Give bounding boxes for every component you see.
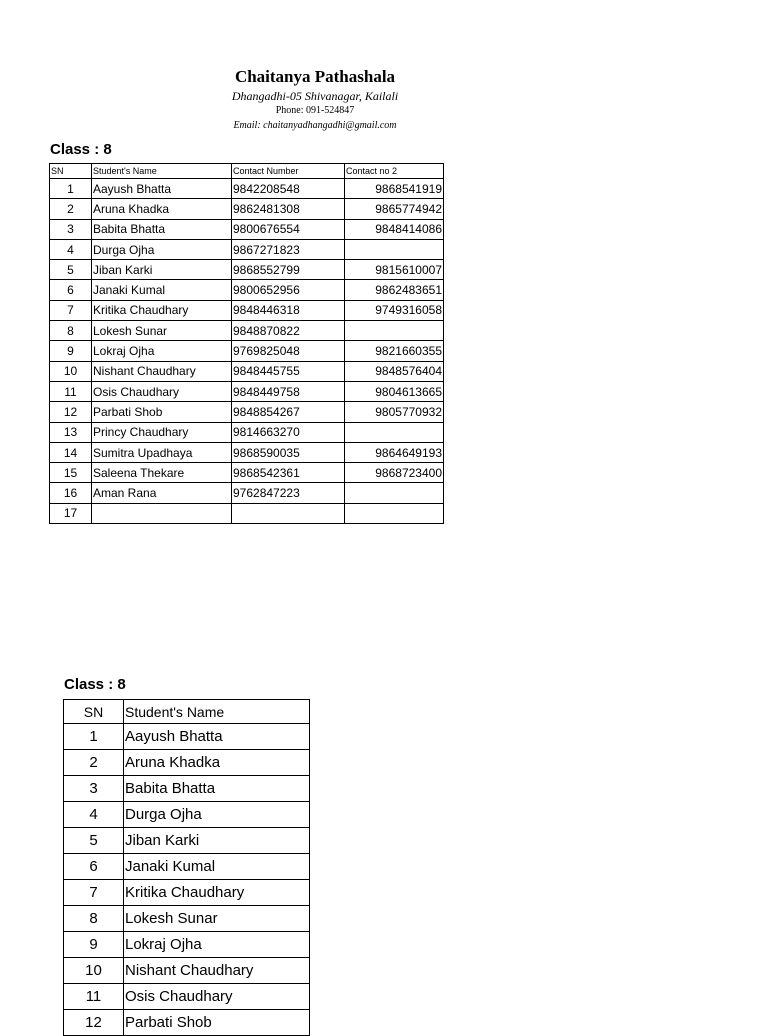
cell-contact-number: 9848449758 <box>232 381 345 401</box>
cell-contact-no-2 <box>345 239 444 259</box>
table-row <box>64 750 310 776</box>
cell-contact-number: 9848870822 <box>232 321 345 341</box>
cell-sn: 4 <box>64 802 124 828</box>
cell-sn: 12 <box>50 402 92 422</box>
table-row <box>50 361 444 381</box>
table-row <box>50 483 444 503</box>
cell-contact-no-2: 9868723400 <box>345 463 444 483</box>
cell-sn: 6 <box>64 854 124 880</box>
cell-sn: 14 <box>50 442 92 462</box>
cell-student-name: Saleena Thekare <box>92 463 232 483</box>
cell-sn: 9 <box>50 341 92 361</box>
cell-contact-no-2: 9868541919 <box>345 179 444 199</box>
cell-contact-no-2: 9805770932 <box>345 402 444 422</box>
cell-sn: 3 <box>50 219 92 239</box>
cell-student-name: Lokraj Ojha <box>124 932 310 958</box>
cell-sn: 8 <box>64 906 124 932</box>
cell-contact-number: 9862481308 <box>232 199 345 219</box>
cell-contact-number <box>232 503 345 523</box>
cell-contact-number: 9868552799 <box>232 260 345 280</box>
cell-sn: 11 <box>64 984 124 1010</box>
cell-student-name: Parbati Shob <box>92 402 232 422</box>
cell-contact-no-2: 9848576404 <box>345 361 444 381</box>
cell-student-name: Jiban Karki <box>92 260 232 280</box>
name-table-body <box>64 724 310 1036</box>
cell-student-name: Lokesh Sunar <box>92 321 232 341</box>
cell-sn: 9 <box>64 932 124 958</box>
table-row <box>50 321 444 341</box>
table-row <box>50 260 444 280</box>
name-table <box>63 699 310 1036</box>
table-row <box>50 199 444 219</box>
table-row <box>64 932 310 958</box>
cell-sn: 4 <box>50 239 92 259</box>
cell-contact-number: 9848854267 <box>232 402 345 422</box>
table-row <box>50 402 444 422</box>
cell-student-name: Aruna Khadka <box>92 199 232 219</box>
cell-sn: 17 <box>50 503 92 523</box>
cell-student-name: Lokraj Ojha <box>92 341 232 361</box>
cell-contact-number: 9800676554 <box>232 219 345 239</box>
cell-sn: 5 <box>64 828 124 854</box>
cell-student-name: Jiban Karki <box>124 828 310 854</box>
contact-table-header-row <box>50 164 444 179</box>
table-row <box>50 300 444 320</box>
cell-contact-number: 9867271823 <box>232 239 345 259</box>
school-phone: Phone: 091-524847 <box>275 105 355 116</box>
cell-student-name: Durga Ojha <box>124 802 310 828</box>
cell-student-name: Aman Rana <box>92 483 232 503</box>
table-row <box>64 906 310 932</box>
cell-sn: 6 <box>50 280 92 300</box>
column-header-contact-no-2: Contact no 2 <box>345 164 444 179</box>
cell-contact-no-2: 9749316058 <box>345 300 444 320</box>
school-email: Email: chaitanyadhangadhi@gmail.com <box>233 120 397 131</box>
table-row <box>64 776 310 802</box>
cell-sn: 3 <box>64 776 124 802</box>
table-row <box>64 828 310 854</box>
cell-sn: 2 <box>50 199 92 219</box>
cell-sn: 11 <box>50 381 92 401</box>
school-header <box>0 66 630 134</box>
cell-student-name: Aayush Bhatta <box>92 179 232 199</box>
cell-contact-no-2: 9864649193 <box>345 442 444 462</box>
table-row <box>50 381 444 401</box>
table-row <box>64 984 310 1010</box>
cell-sn: 15 <box>50 463 92 483</box>
cell-contact-number: 9762847223 <box>232 483 345 503</box>
cell-student-name: Kritika Chaudhary <box>92 300 232 320</box>
cell-sn: 16 <box>50 483 92 503</box>
cell-contact-number: 9842208548 <box>232 179 345 199</box>
cell-contact-no-2 <box>345 321 444 341</box>
table-row <box>64 1010 310 1036</box>
table-row <box>64 724 310 750</box>
cell-student-name: Janaki Kumal <box>92 280 232 300</box>
cell-contact-no-2: 9815610007 <box>345 260 444 280</box>
cell-sn: 1 <box>64 724 124 750</box>
cell-student-name: Osis Chaudhary <box>124 984 310 1010</box>
cell-student-name: Nishant Chaudhary <box>124 958 310 984</box>
cell-contact-number: 9848445755 <box>232 361 345 381</box>
contact-table-body <box>50 179 444 524</box>
cell-contact-number: 9814663270 <box>232 422 345 442</box>
cell-sn: 12 <box>64 1010 124 1036</box>
cell-student-name <box>92 503 232 523</box>
cell-student-name: Kritika Chaudhary <box>124 880 310 906</box>
table-row <box>64 802 310 828</box>
table-row <box>50 219 444 239</box>
table-row <box>50 239 444 259</box>
table-row <box>64 958 310 984</box>
cell-contact-number: 9800652956 <box>232 280 345 300</box>
table-row <box>50 442 444 462</box>
table-row <box>50 422 444 442</box>
cell-contact-number: 9868590035 <box>232 442 345 462</box>
cell-student-name: Durga Ojha <box>92 239 232 259</box>
cell-student-name: Aayush Bhatta <box>124 724 310 750</box>
cell-sn: 5 <box>50 260 92 280</box>
table-row <box>50 503 444 523</box>
cell-sn: 7 <box>64 880 124 906</box>
cell-sn: 7 <box>50 300 92 320</box>
cell-sn: 2 <box>64 750 124 776</box>
column-header-student-name: Student's Name <box>92 164 232 179</box>
table-row <box>50 280 444 300</box>
cell-student-name: Lokesh Sunar <box>124 906 310 932</box>
table-row <box>64 854 310 880</box>
cell-contact-no-2 <box>345 422 444 442</box>
table-row <box>50 341 444 361</box>
cell-contact-no-2: 9804613665 <box>345 381 444 401</box>
cell-sn: 10 <box>64 958 124 984</box>
column-header-sn: SN <box>50 164 92 179</box>
contact-table <box>49 163 444 524</box>
cell-student-name: Osis Chaudhary <box>92 381 232 401</box>
cell-sn: 13 <box>50 422 92 442</box>
contact-list-class-title: Class : 8 <box>50 141 112 158</box>
school-name: Chaitanya Pathashala <box>234 67 396 86</box>
cell-student-name: Princy Chaudhary <box>92 422 232 442</box>
cell-contact-no-2: 9865774942 <box>345 199 444 219</box>
column-header-sn: SN <box>64 700 124 724</box>
cell-contact-no-2: 9821660355 <box>345 341 444 361</box>
column-header-contact-number: Contact Number <box>232 164 345 179</box>
cell-contact-no-2 <box>345 503 444 523</box>
cell-contact-number: 9868542361 <box>232 463 345 483</box>
cell-student-name: Aruna Khadka <box>124 750 310 776</box>
cell-contact-no-2 <box>345 483 444 503</box>
name-table-header-row <box>64 700 310 724</box>
cell-student-name: Nishant Chaudhary <box>92 361 232 381</box>
cell-contact-no-2: 9862483651 <box>345 280 444 300</box>
name-list-class-title: Class : 8 <box>64 676 126 693</box>
school-address: Dhangadhi-05 Shivanagar, Kailali <box>231 89 399 103</box>
cell-sn: 1 <box>50 179 92 199</box>
cell-contact-number: 9848446318 <box>232 300 345 320</box>
cell-student-name: Sumitra Upadhaya <box>92 442 232 462</box>
cell-sn: 8 <box>50 321 92 341</box>
table-row <box>50 463 444 483</box>
cell-student-name: Parbati Shob <box>124 1010 310 1036</box>
cell-student-name: Babita Bhatta <box>92 219 232 239</box>
cell-student-name: Babita Bhatta <box>124 776 310 802</box>
cell-contact-no-2: 9848414086 <box>345 219 444 239</box>
cell-student-name: Janaki Kumal <box>124 854 310 880</box>
column-header-student-name: Student's Name <box>124 700 310 724</box>
cell-contact-number: 9769825048 <box>232 341 345 361</box>
table-row <box>50 179 444 199</box>
table-row <box>64 880 310 906</box>
cell-sn: 10 <box>50 361 92 381</box>
